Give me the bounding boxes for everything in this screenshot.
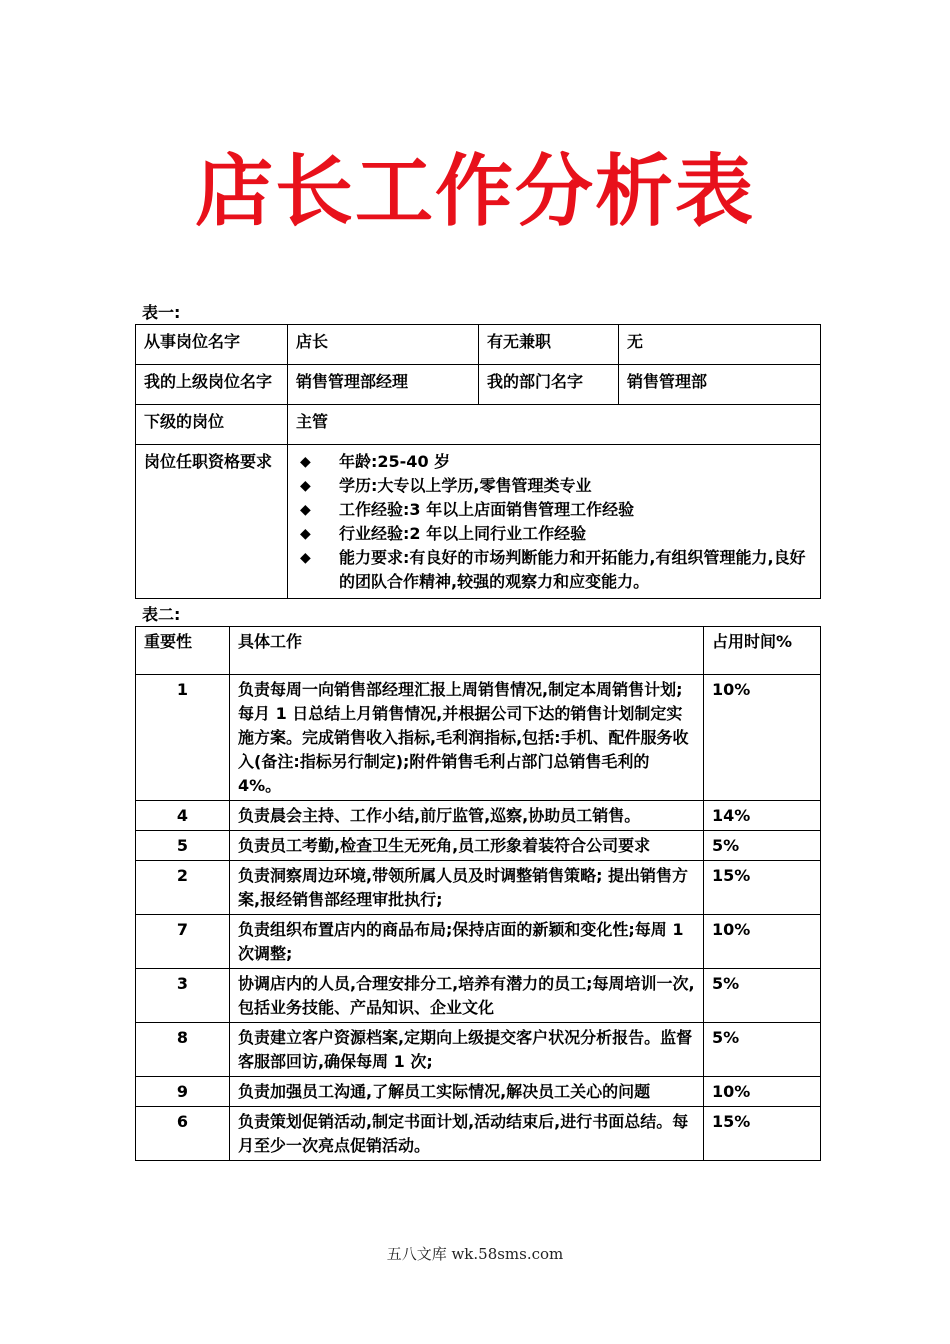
work-cell: 负责晨会主持、工作小结,前厅监管,巡察,协助员工销售。 bbox=[230, 801, 704, 831]
rank-cell: 3 bbox=[136, 969, 230, 1023]
table2-label: 表二: bbox=[142, 605, 181, 624]
table-row bbox=[136, 325, 821, 365]
rank-cell: 5 bbox=[136, 831, 230, 861]
diamond-bullet-icon: ◆ bbox=[300, 550, 311, 566]
table-row bbox=[136, 445, 821, 599]
list-item: ◆ 年龄:25-40 岁 bbox=[298, 450, 812, 474]
table-row bbox=[136, 969, 821, 1023]
column-header: 重要性 bbox=[136, 627, 230, 675]
column-header: 占用时间% bbox=[704, 627, 821, 675]
job-info-table bbox=[135, 324, 821, 599]
time-cell: 10% bbox=[704, 675, 821, 801]
work-cell: 负责员工考勤,检查卫生无死角,员工形象着装符合公司要求 bbox=[230, 831, 704, 861]
work-cell: 负责洞察周边环境,带领所属人员及时调整销售策略; 提出销售方案,报经销售部经理审批执行; bbox=[230, 861, 704, 915]
diamond-bullet-icon: ◆ bbox=[300, 502, 311, 518]
table-row bbox=[136, 915, 821, 969]
table-row bbox=[136, 861, 821, 915]
rank-cell: 8 bbox=[136, 1023, 230, 1077]
table-row bbox=[136, 405, 821, 445]
time-cell: 15% bbox=[704, 1107, 821, 1161]
diamond-bullet-icon: ◆ bbox=[300, 478, 311, 494]
rank-cell: 1 bbox=[136, 675, 230, 801]
duties-table bbox=[135, 626, 821, 1161]
diamond-bullet-icon: ◆ bbox=[300, 526, 311, 542]
table-row bbox=[136, 831, 821, 861]
table-cell: 下级的岗位 bbox=[136, 405, 288, 445]
table-cell: 店长 bbox=[288, 325, 479, 365]
table-row bbox=[136, 1077, 821, 1107]
time-cell: 5% bbox=[704, 969, 821, 1023]
table-cell: 销售管理部 bbox=[619, 365, 821, 405]
table-cell: 从事岗位名字 bbox=[136, 325, 288, 365]
list-item: ◆ 学历:大专以上学历,零售管理类专业 bbox=[298, 474, 812, 498]
list-item: ◆ 行业经验:2 年以上同行业工作经验 bbox=[298, 522, 812, 546]
diamond-bullet-icon: ◆ bbox=[300, 454, 311, 470]
work-cell: 负责建立客户资源档案,定期向上级提交客户状况分析报告。监督客服部回访,确保每周 1 次; bbox=[230, 1023, 704, 1077]
table-header-row bbox=[136, 627, 821, 675]
table-row bbox=[136, 675, 821, 801]
table-cell: 无 bbox=[619, 325, 821, 365]
requirements-cell bbox=[288, 445, 821, 599]
table-cell: 我的部门名字 bbox=[479, 365, 619, 405]
time-cell: 10% bbox=[704, 1077, 821, 1107]
rank-cell: 2 bbox=[136, 861, 230, 915]
table-row bbox=[136, 1023, 821, 1077]
list-item: ◆ 工作经验:3 年以上店面销售管理工作经验 bbox=[298, 498, 812, 522]
table-cell: 主管 bbox=[288, 405, 821, 445]
time-cell: 10% bbox=[704, 915, 821, 969]
table-row bbox=[136, 801, 821, 831]
table-cell: 我的上级岗位名字 bbox=[136, 365, 288, 405]
column-header: 具体工作 bbox=[230, 627, 704, 675]
time-cell: 15% bbox=[704, 861, 821, 915]
table-row bbox=[136, 1107, 821, 1161]
rank-cell: 4 bbox=[136, 801, 230, 831]
table-cell: 岗位任职资格要求 bbox=[136, 445, 288, 599]
work-cell: 负责每周一向销售部经理汇报上周销售情况,制定本周销售计划;每月 1 日总结上月销售情况,并根据公司下达的销售计划制定实施方案。完成销售收入指标,毛利润指标,包括:手机、配件服务收入(备注:指标另行制定);附件销售毛利占部门总销售毛利的 4%。 bbox=[230, 675, 704, 801]
rank-cell: 9 bbox=[136, 1077, 230, 1107]
table-cell: 有无兼职 bbox=[479, 325, 619, 365]
work-cell: 负责加强员工沟通,了解员工实际情况,解决员工关心的问题 bbox=[230, 1077, 704, 1107]
footer-watermark: 五八文库 wk.58sms.com bbox=[386, 1245, 564, 1263]
time-cell: 5% bbox=[704, 831, 821, 861]
time-cell: 14% bbox=[704, 801, 821, 831]
table-row bbox=[136, 365, 821, 405]
work-cell: 协调店内的人员,合理安排分工,培养有潜力的员工;每周培训一次,包括业务技能、产品知识、企业文化 bbox=[230, 969, 704, 1023]
page-title: 店长工作分析表 bbox=[194, 147, 755, 237]
table1-label: 表一: bbox=[142, 303, 181, 322]
rank-cell: 7 bbox=[136, 915, 230, 969]
work-cell: 负责组织布置店内的商品布局;保持店面的新颖和变化性;每周 1 次调整; bbox=[230, 915, 704, 969]
table-cell: 销售管理部经理 bbox=[288, 365, 479, 405]
list-item: ◆ 能力要求:有良好的市场判断能力和开拓能力,有组织管理能力,良好的团队合作精神,较强的观察力和应变能力。 bbox=[300, 548, 806, 591]
requirements-list bbox=[298, 450, 812, 594]
time-cell: 5% bbox=[704, 1023, 821, 1077]
work-cell: 负责策划促销活动,制定书面计划,活动结束后,进行书面总结。每月至少一次亮点促销活动。 bbox=[230, 1107, 704, 1161]
rank-cell: 6 bbox=[136, 1107, 230, 1161]
